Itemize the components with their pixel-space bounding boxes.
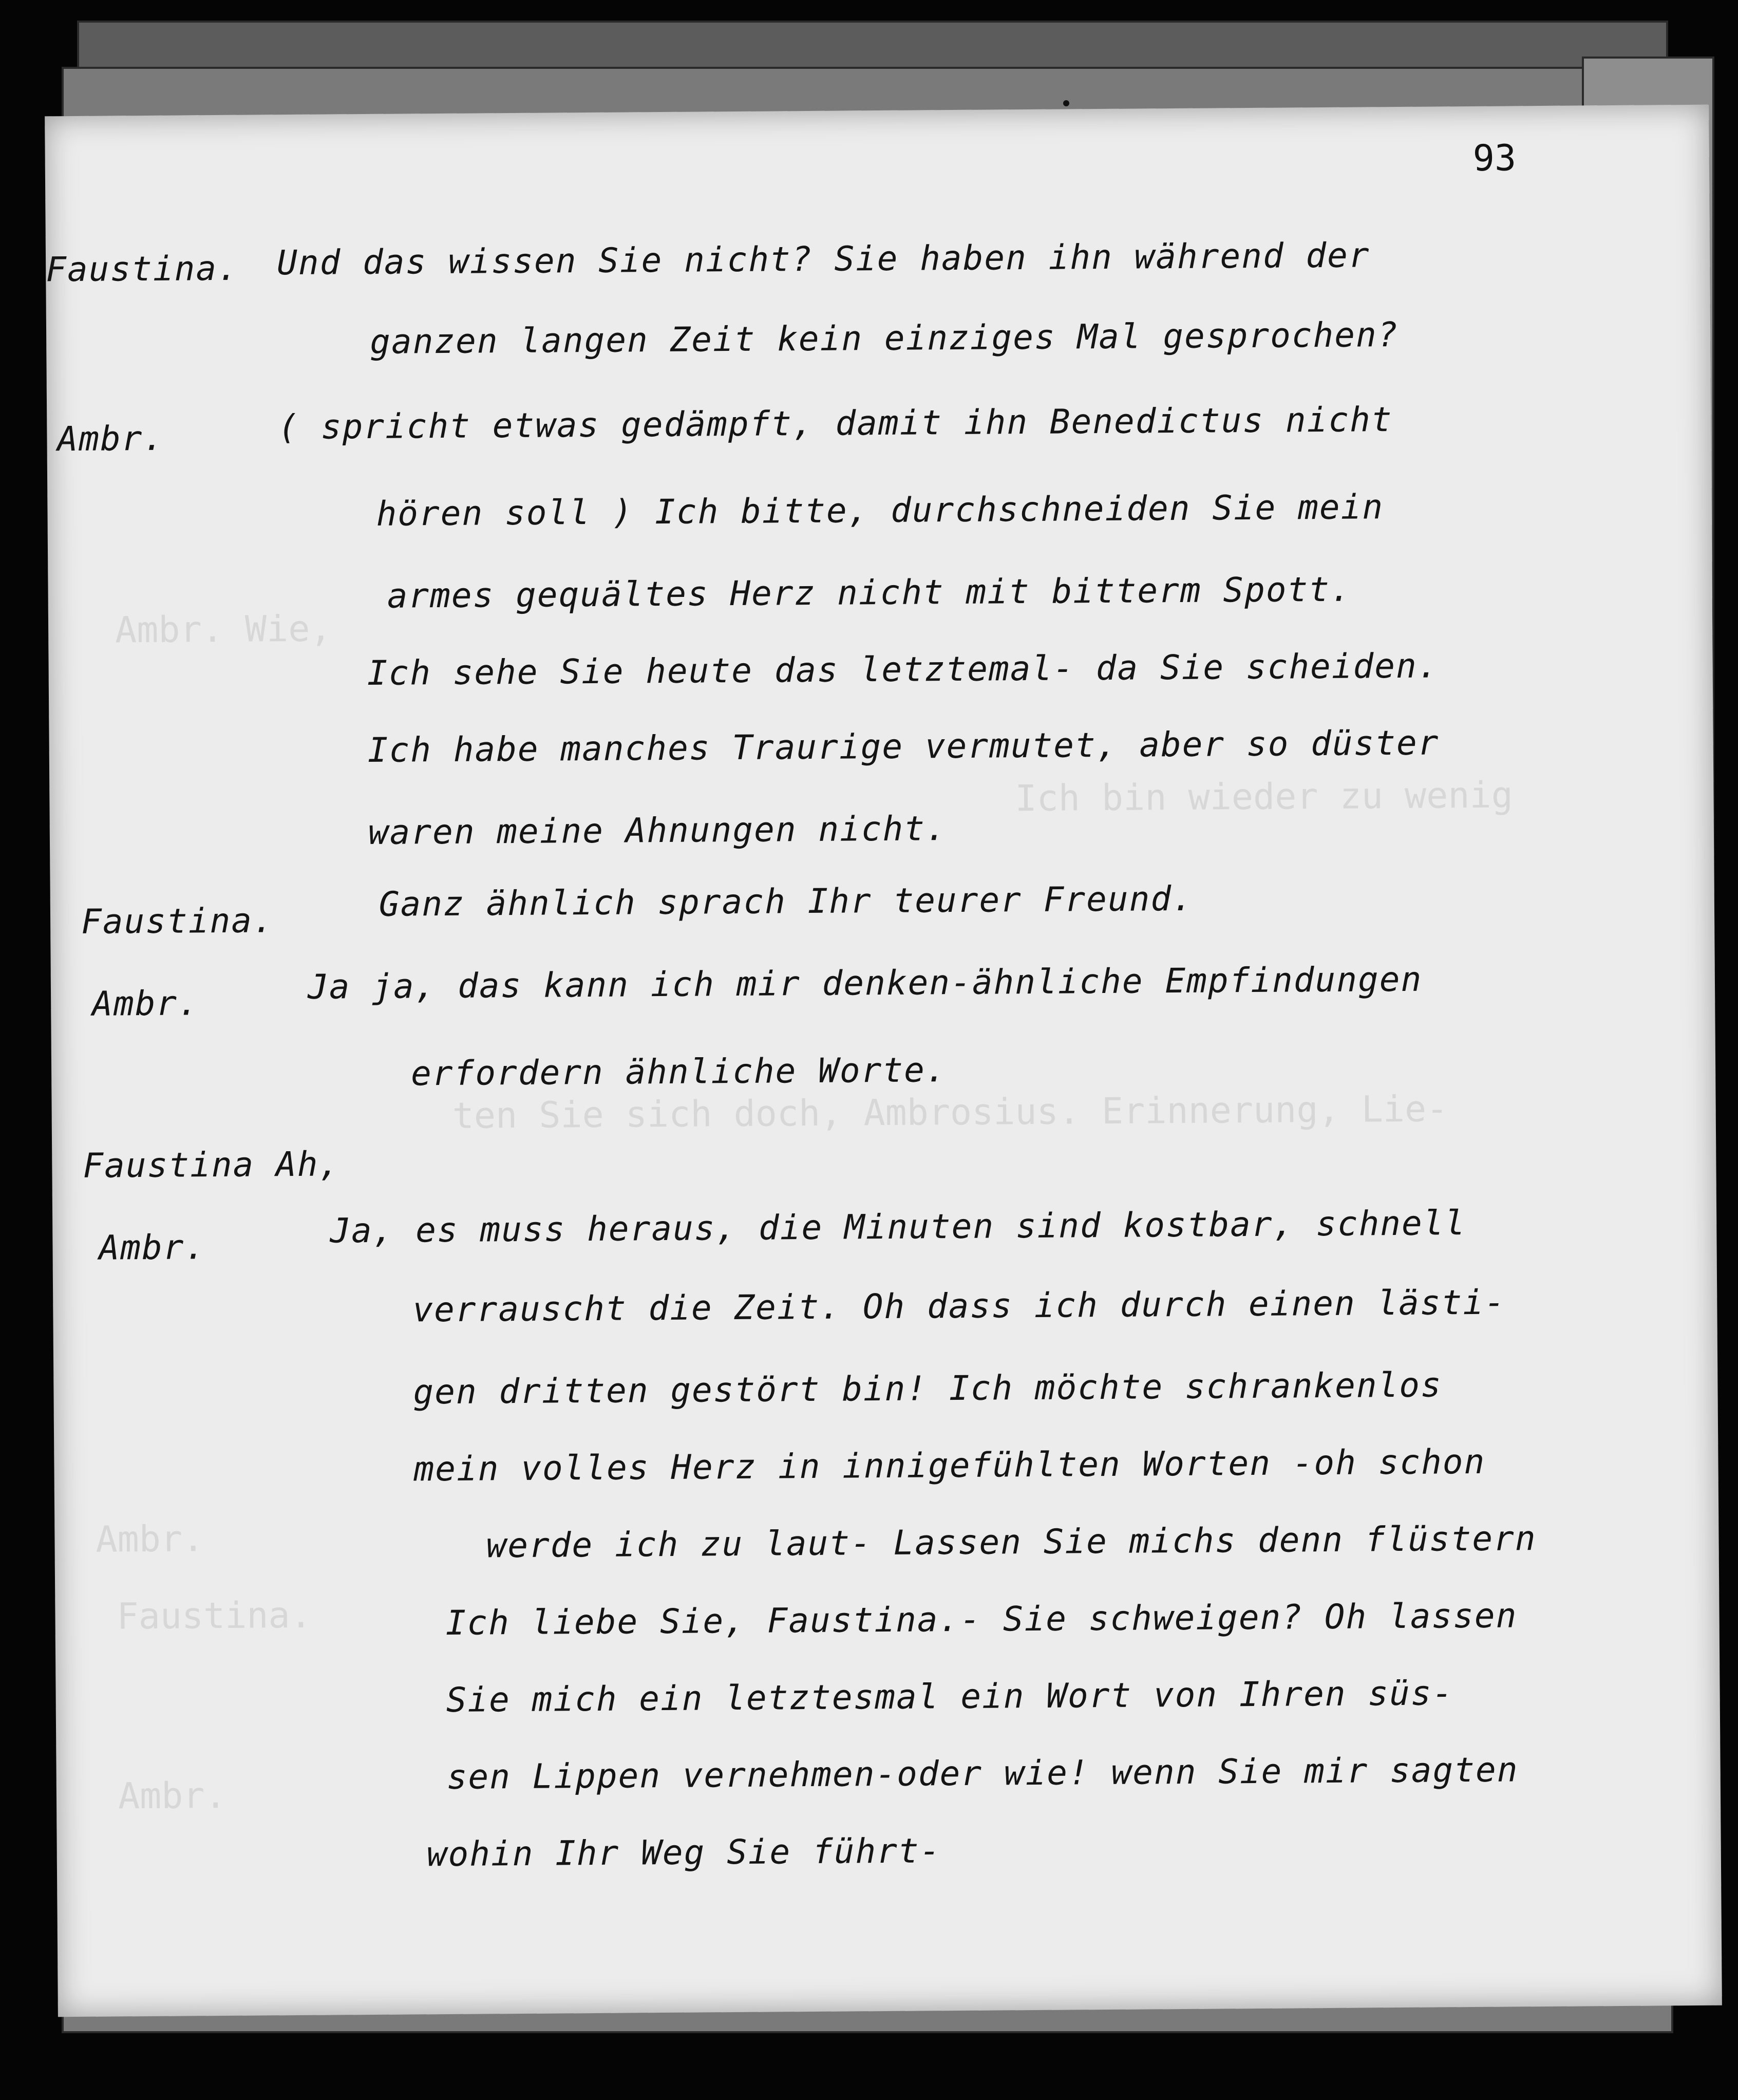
dialogue-line: gen dritten gestört bin! Ich möchte schrankenlos [413,1365,1442,1412]
bleed-text: Ambr. [96,1517,204,1561]
bleed-text: Ich bin wieder zu wenig [1015,774,1514,820]
speaker-label: Ambr. [99,1227,206,1268]
dialogue-line: Ich habe manches Traurige vermutet, aber so düster [367,723,1440,770]
dialogue-line: sen Lippen vernehmen-oder wie! wenn Sie mir sagten [446,1750,1519,1797]
ink-dot [1063,100,1069,106]
bleed-text: Faustina. [117,1593,312,1638]
speaker-label: Ambr. [91,983,200,1024]
page-number: 93 [1472,137,1517,179]
dialogue-line: hören soll ) Ich bitte, durchschneiden Sie mein [376,487,1384,534]
bleed-text: Ambr. [118,1774,226,1817]
dialogue-line: werde ich zu laut- Lassen Sie michs denn flüstern [486,1518,1537,1566]
dialogue-line: armes gequältes Herz nicht mit bitterm Spott. [387,569,1352,616]
dialogue-line: Sie mich ein letztesmal ein Wort von Ihren süs- [446,1673,1454,1720]
dialogue-line: Ich liebe Sie, Faustina.- Sie schweigen? Oh lassen [445,1596,1518,1643]
bleed-text: Ambr. Wie, [115,607,332,651]
speaker-label: Faustina. [81,901,274,942]
dialogue-line: Ja, es muss heraus, die Minuten sind kostbar, schnell [330,1203,1466,1251]
dialogue-line: mein volles Herz in innigefühlten Worten -oh schon [413,1441,1486,1489]
dialogue-line: Und das wissen Sie nicht? Sie haben ihn während der [276,235,1370,283]
bleed-text: ten Sie sich doch, Ambrosius. Erinnerung, Lie- [452,1088,1448,1137]
speaker-label: Faustina. [45,248,239,290]
dialogue-line: ganzen langen Zeit kein einziges Mal gesprochen? [369,314,1399,362]
dialogue-line: Ganz ähnlich sprach Ihr teurer Freund. [379,878,1194,924]
dialogue-line: wohin Ihr Weg Sie führt- [426,1831,941,1874]
document-page [45,105,1722,2017]
dialogue-line: Ja ja, das kann ich mir denken-ähnliche Empfindungen [307,959,1423,1007]
dialogue-line: verrauscht die Zeit. Oh dass ich durch einen lästi- [412,1282,1506,1330]
dialogue-line: Ich sehe Sie heute das letztemal- da Sie scheiden. [367,646,1439,693]
dialogue-line: erfordern ähnliche Worte. [410,1050,947,1094]
speaker-label: Ambr. [57,418,165,459]
dialogue-line: ( spricht etwas gedämpft, damit ihn Benedictus nicht [278,400,1393,447]
dialogue-line: waren meine Ahnungen nicht. [368,809,947,852]
speaker-label: Faustina Ah, [83,1144,341,1186]
